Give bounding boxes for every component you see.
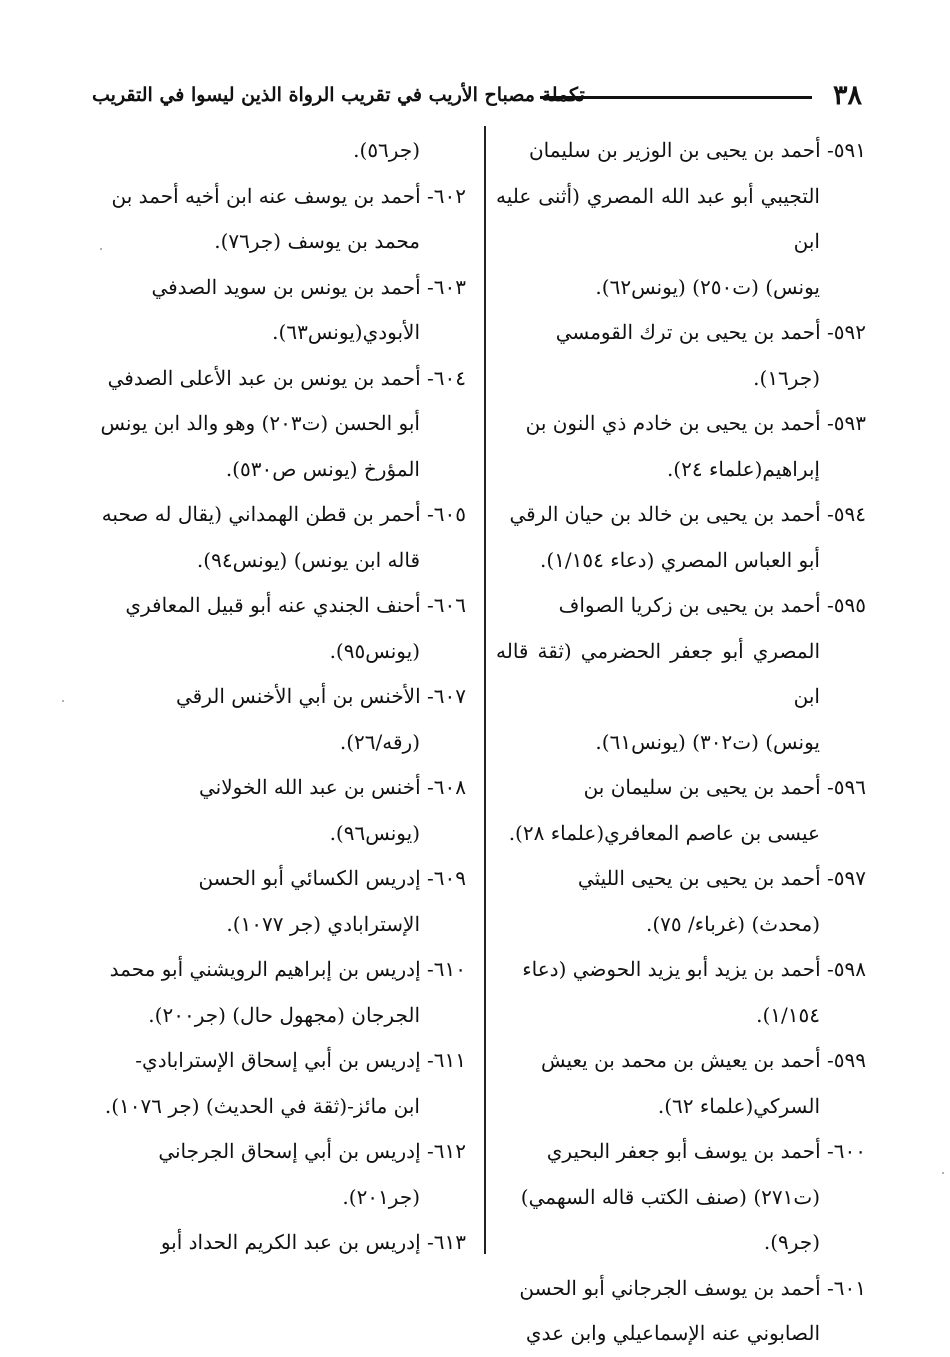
- entry-line: ٦٠٠- أحمد بن يوسف أبو جعفر البحيري: [546, 1139, 866, 1163]
- running-title: تكملة مصباح الأريب في تقريب الرواة الذين ليسوا في التقريب: [92, 84, 585, 106]
- entry-line: ٦١٠- إدريس بن إبراهيم الرويشني أبو محمد: [109, 957, 466, 981]
- left-column: [96, 128, 466, 1266]
- entry-line: ٦٠٧- الأخنس بن أبي الأخنس الرقي: [176, 684, 466, 708]
- entry-line: ٦١٢- إدريس بن أبي إسحاق الجرجاني: [158, 1139, 466, 1163]
- entry-continuation: السركي(علماء ٦٢).: [657, 1093, 820, 1118]
- entry-continuation: (جر٩).: [763, 1230, 820, 1254]
- entry-continuation: التجيبي أبو عبد الله المصري (أثنى عليه ابن: [496, 183, 820, 253]
- entry-line: ٥٩٦- أحمد بن يحيى بن سليمان بن: [583, 775, 866, 799]
- entry-line: ٦٠٤- أحمد بن يونس بن عبد الأعلى الصدفي: [107, 365, 466, 390]
- entry-continuation: (رقه/٢٦).: [339, 729, 420, 754]
- entry-continuation: (ت٢٧١) (صنف الكتب قاله السهمي): [520, 1184, 820, 1209]
- entry-line: ٥٩٤- أحمد بن يحيى بن خالد بن حيان الرقي: [509, 502, 866, 526]
- entry-line: ٦١٣- إدريس بن عبد الكريم الحداد أبو: [160, 1230, 466, 1254]
- entry-continuation: (محدث) (غرباء/ ٧٥).: [645, 911, 820, 936]
- entry-continuation: المؤرخ (يونس ص٥٣٠).: [225, 456, 420, 481]
- entry-line: ٦٠٥- أحمر بن قطن الهمداني (يقال له صحبه: [101, 502, 466, 526]
- entry-line: ٥٩٢- أحمد بن يحيى بن ترك القومسي: [555, 320, 866, 344]
- entry-line: ٥٩٨- أحمد بن يزيد أبو يزيد الحوضي (دعاء: [522, 957, 866, 981]
- entry-continuation: (يونس٩٥).: [329, 638, 420, 663]
- page-header: [92, 76, 872, 116]
- entry-continuation: أبو الحسن (ت٢٠٣) وهو والد ابن يونس: [100, 411, 420, 435]
- entry-continuation: الأبودي(يونس٦٣).: [272, 320, 420, 344]
- margin-speck: [100, 248, 102, 250]
- entry-continuation: الجرجان (مجهول حال) (جر٢٠٠).: [148, 1002, 420, 1027]
- entry-continuation: قاله ابن يونس) (يونس٩٤).: [196, 547, 420, 572]
- column-divider: [484, 126, 486, 1254]
- entry-continuation: عيسى بن عاصم المعافري(علماء ٢٨).: [508, 820, 820, 845]
- entry-continuation: إبراهيم(علماء ٢٤).: [666, 456, 820, 481]
- entry-line: ٥٩٩- أحمد بن يعيش بن محمد بن يعيش: [540, 1048, 866, 1072]
- entry-continuation: (جر١٦).: [753, 365, 820, 390]
- entry-line: ٦٠٢- أحمد بن يوسف عنه ابن أخيه أحمد بن: [111, 183, 466, 208]
- entry-continuation: المصري أبو جعفر الحضرمي (ثقة قاله ابن: [496, 638, 820, 708]
- entry-line: ٦١١- إدريس بن أبي إسحاق الإسترابادي-: [135, 1048, 466, 1072]
- entry-line: ٥٩٧- أحمد بن يحيى بن يحيى الليثي: [577, 866, 866, 890]
- entry-line: ٥٩٣- أحمد بن يحيى بن خادم ذي النون بن: [525, 411, 866, 435]
- entry-line: ٦٠٨- أخنس بن عبد الله الخولاني: [198, 775, 466, 799]
- right-column: [496, 128, 866, 1357]
- entry-continuation: (يونس٩٦).: [329, 820, 420, 845]
- entry-continuation: يونس) (ت٣٠٢) (يونس٦١).: [595, 729, 820, 754]
- entry-line: ٥٩١- أحمد بن يحيى بن الوزير بن سليمان: [528, 138, 866, 162]
- entry-continuation: الصابوني عنه الإسماعيلي وابن عدي: [525, 1321, 820, 1345]
- entry-continuation: محمد بن يوسف (جر٧٦).: [214, 229, 420, 253]
- entry-line: ٦٠١- أحمد بن يوسف الجرجاني أبو الحسن: [519, 1275, 866, 1300]
- entry-line: ٦٠٣- أحمد بن يونس بن سويد الصدفي: [151, 274, 466, 299]
- entry-continuation: ابن مائز-(ثقة في الحديث) (جر ١٠٧٦).: [104, 1093, 420, 1118]
- entry-continuation: (جر٢٠١).: [342, 1184, 420, 1209]
- entry-continuation: (جر٥٦).: [353, 138, 420, 162]
- page-number: ٣٨: [832, 80, 862, 111]
- entry-continuation: يونس) (ت٢٥٠) (يونس٦٢).: [595, 274, 820, 299]
- entry-line: ٥٩٥- أحمد بن يحيى بن زكريا الصواف: [558, 593, 866, 617]
- entry-line: ٦٠٩- إدريس الكسائي أبو الحسن: [198, 866, 466, 890]
- margin-speck: [62, 700, 64, 702]
- entry-continuation: أبو العباس المصري (دعاء ١/١٥٤).: [539, 547, 820, 572]
- entry-continuation: الإسترابادي (جر ١٠٧٧).: [226, 911, 420, 936]
- entry-line: ٦٠٦- أحنف الجندي عنه أبو قبيل المعافري: [125, 593, 466, 617]
- margin-speck: [942, 1172, 944, 1174]
- entry-continuation: ١/١٥٤).: [756, 1002, 820, 1027]
